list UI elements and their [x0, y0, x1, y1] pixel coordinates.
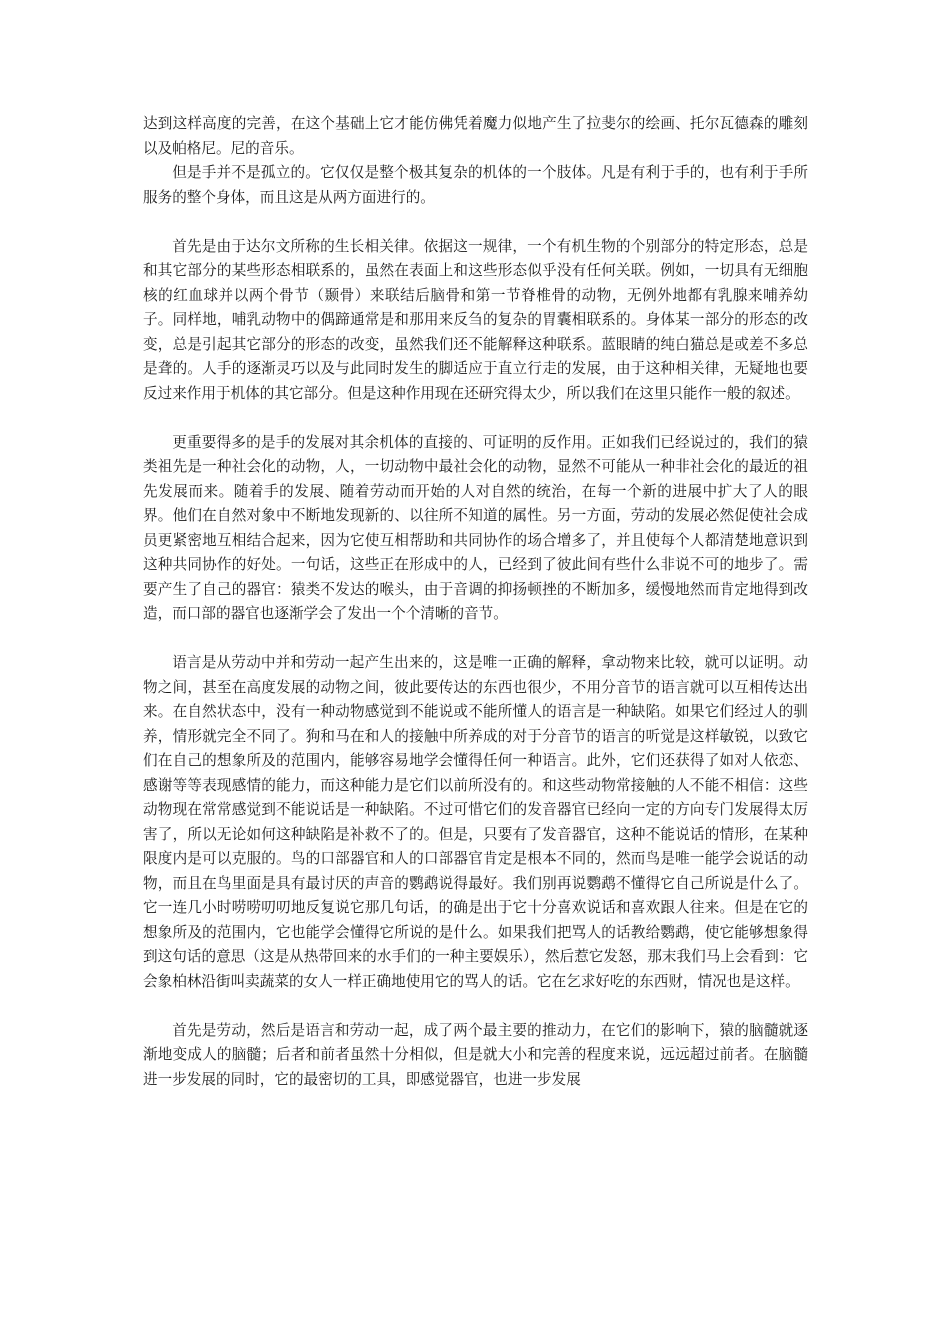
paragraph-language-origin: 语言是从劳动中并和劳动一起产生出来的，这是唯一正确的解释，拿动物来比较，就可以证明。动物之间，甚至在高度发展的动物之间，彼此要传达的东西也很少，不用分音节的语言就可以互相传达出来。在自然状态中，没有一种动物感觉到不能说或不能所懂人的语言是一种缺陷。如果它们经过人的驯养，情形就完全不同了。狗和马在和人的接触中所养成的对于分音节的语言的听觉是这样敏锐，以致它们在自己的想象所及的范围内，能够容易地学会懂得任何一种语言。此外，它们还获得了如对人依恋、感谢等等表现感情的能力，而这种能力是它们以前所没有的。和这些动物常接触的人不能不相信：这些动物现在常常感觉到不能说话是一种缺陷。不过可惜它们的发音器官已经向一定的方向专门发展得太厉害了，所以无论如何这种缺陷是补救不了的。但是，只要有了发音器官，这种不能说话的情形，在某种限度内是可以克服的。鸟的口部器官和人的口部器官肯定是根本不同的，然而鸟是唯一能学会说话的动物，而且在鸟里面是具有最讨厌的声音的鹦鹉说得最好。我们别再说鹦鹉不懂得它自己所说是什么了。它一连几小时唠唠叨叨地反复说它那几句话，的确是出于它十分喜欢说话和喜欢跟人往来。但是在它的想象所及的范围内，它也能学会懂得它所说的是什么。如果我们把骂人的话教给鹦鹉，使它能够想象得到这句话的意思（这是从热带回来的水手们的一种主要娱乐），然后惹它发怒，那末我们马上会看到：它会象柏林沿街叫卖蔬菜的女人一样正确地使用它的骂人的话。它在乞求好吃的东西财，情况也是这样。 — [143, 654, 808, 990]
paragraph-spacer — [143, 406, 808, 431]
paragraph-continuation: 达到这样高度的完善，在这个基础上它才能仿佛凭着魔力似地产生了拉斐尔的绘画、托尔瓦德森的雕刻以及帕格尼。尼的音乐。 — [143, 115, 808, 157]
paragraph-spacer — [143, 994, 808, 1019]
document-body — [143, 112, 808, 1092]
paragraph-hand-not-isolated: 但是手并不是孤立的。它仅仅是整个极其复杂的机体的一个肢体。凡是有利于手的，也有利于手所服务的整个身体，而且这是从两方面进行的。 — [143, 164, 808, 206]
paragraph-spacer — [143, 210, 808, 235]
paragraph-labour-and-language: 首先是劳动，然后是语言和劳动一起，成了两个最主要的推动力，在它们的影响下，猿的脑髓就逐渐地变成人的脑髓；后者和前者虽然十分相似，但是就大小和完善的程度来说，远远超过前者。在脑髓进一步发展的同时，它的最密切的工具，即感觉器官，也进一步发展 — [143, 1021, 808, 1088]
paragraph-spacer — [143, 627, 808, 652]
paragraph-correlation-law: 首先是由于达尔文所称的生长相关律。依据这一规律，一个有机生物的个别部分的特定形态，总是和其它部分的某些形态相联系的，虽然在表面上和这些形态似乎没有任何关联。例如，一切具有无细胞核的红血球并以两个骨节（颞骨）来联结后脑骨和第一节脊椎骨的动物，无例外地都有乳腺来哺养幼子。同样地，哺乳动物中的偶蹄通常是和那用来反刍的复杂的胃囊相联系的。身体某一部分的形态的改变，总是引起其它部分的形态的改变，虽然我们还不能解释这种联系。蓝眼睛的纯白猫总是或差不多总是聋的。人手的逐渐灵巧以及与此同时发生的脚适应于直立行走的发展，由于这种相关律，无疑地也要反过来作用于机体的其它部分。但是这种作用现在还研究得太少，所以我们在这里只能作一般的叙述。 — [143, 237, 808, 402]
paragraph-hand-development: 更重要得多的是手的发展对其余机体的直接的、可证明的反作用。正如我们已经说过的，我们的猿类祖先是一种社会化的动物，人，一切动物中最社会化的动物，显然不可能从一种非社会化的最近的祖先发展而来。随着手的发展、随着劳动而开始的人对自然的统治，在每一个新的进展中扩大了人的眼界。他们在自然对象中不断地发现新的、以往所不知道的属性。另一方面，劳动的发展必然促使社会成员更紧密地互相结合起来，因为它使互相帮助和共同协作的场合增多了，并且使每个人都清楚地意识到这种共同协作的好处。一句话，这些正在形成中的人，已经到了彼此间有些什么非说不可的地步了。需要产生了自己的器官：猿类不发达的喉头，由于音调的抑扬顿挫的不断加多，缓慢地然而肯定地得到改造，而口部的器官也逐渐学会了发出一个个清晰的音节。 — [143, 433, 808, 622]
